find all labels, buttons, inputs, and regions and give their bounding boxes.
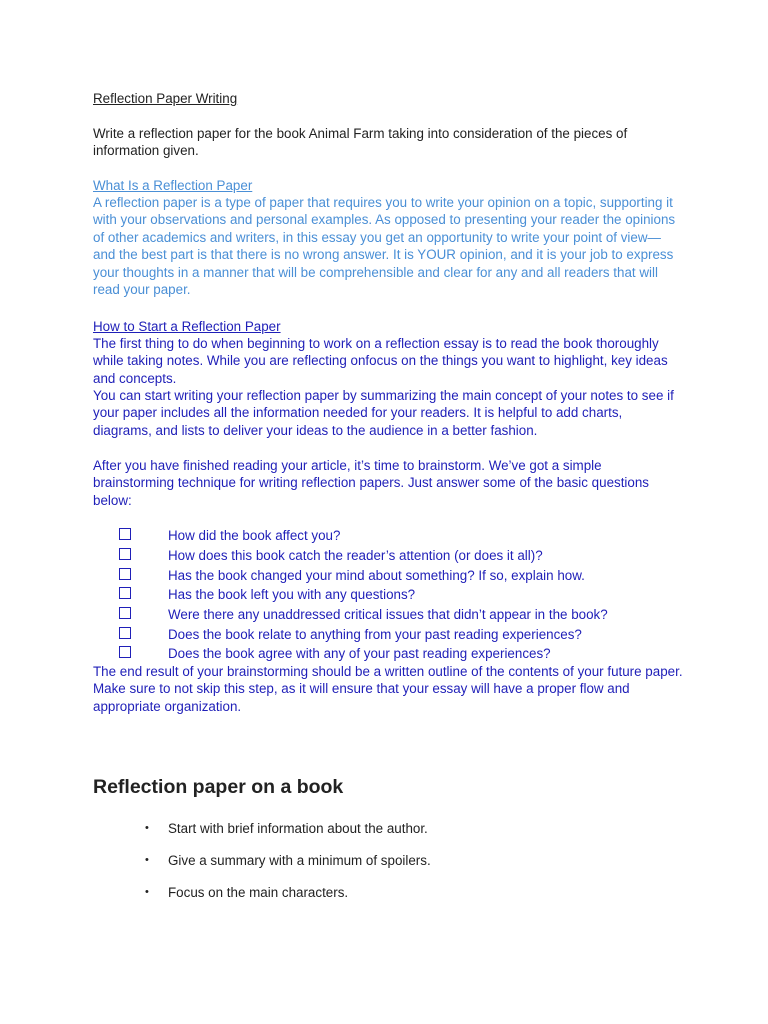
section-heading: Reflection paper on a book — [93, 776, 344, 798]
what-heading: What Is a Reflection Paper — [93, 178, 253, 193]
bullet-item — [145, 852, 705, 870]
what-paragraph: A reflection paper is a type of paper that requires you to write your opinion on a topic, supporting it with your observations and personal examples. As opposed to presenting your reader the opinions of other academics and writers, in this essay you get an opportunity to write your point of view—and the best part is that there is no wrong answer. It is YOUR opinion, and it is your job to express your thoughts in a manner that will be comprehensible and clear for any and all readers that will read your paper. — [93, 195, 676, 298]
bullet-item — [145, 884, 705, 902]
bullet-icon: • — [145, 854, 149, 866]
checkbox-icon — [119, 587, 131, 599]
question-text: Does the book agree with any of your past reading experiences? — [168, 646, 551, 661]
checkbox-icon — [119, 548, 131, 560]
intro-paragraph: Write a reflection paper for the book Animal Farm taking into consideration of the pieces of information given. — [93, 126, 628, 159]
checkbox-icon — [119, 627, 131, 639]
question-item — [119, 567, 699, 586]
doc-title: Reflection Paper Writing — [93, 91, 238, 106]
bullet-icon: • — [145, 886, 149, 898]
question-item — [119, 547, 699, 566]
how-heading: How to Start a Reflection Paper — [93, 319, 281, 334]
question-item — [119, 645, 699, 664]
question-item — [119, 626, 699, 645]
checkbox-icon — [119, 646, 131, 658]
checkbox-icon — [119, 528, 131, 540]
question-item — [119, 606, 699, 625]
bullet-text: Give a summary with a minimum of spoilers. — [168, 853, 431, 868]
bullet-text: Focus on the main characters. — [168, 885, 349, 900]
question-text: Were there any unaddressed critical issues that didn’t appear in the book? — [168, 607, 608, 622]
question-text: How did the book affect you? — [168, 528, 341, 543]
how-paragraph-2: You can start writing your reflection paper by summarizing the main concept of your notes to see if your paper includes all the information needed for your readers. It is helpful to add charts, diagrams, and lists to deliver your ideas to the audience in a better fashion. — [93, 388, 674, 438]
question-text: Does the book relate to anything from your past reading experiences? — [168, 627, 582, 642]
end-result-paragraph: The end result of your brainstorming should be a written outline of the contents of your future paper. Make sure to not skip this step, as it will ensure that your essay will have a proper flow and appropriate organization. — [93, 664, 683, 714]
checkbox-icon — [119, 607, 131, 619]
brainstorm-paragraph: After you have finished reading your article, it’s time to brainstorm. We’ve got a simple brainstorming technique for writing reflection papers. Just answer some of the basic questions below: — [93, 458, 649, 508]
question-item — [119, 586, 699, 605]
question-text: Has the book left you with any questions? — [168, 587, 416, 602]
how-paragraph-1: The first thing to do when beginning to work on a reflection essay is to read the book thoroughly while taking notes. While you are reflecting onfocus on the things you want to highlight, key ideas and concepts. — [93, 336, 668, 386]
bullet-item — [145, 820, 705, 838]
question-text: Has the book changed your mind about something? If so, explain how. — [168, 568, 585, 583]
bullet-icon: • — [145, 822, 149, 834]
question-text: How does this book catch the reader’s attention (or does it all)? — [168, 548, 543, 563]
bullet-text: Start with brief information about the author. — [168, 821, 428, 836]
checkbox-icon — [119, 568, 131, 580]
question-item — [119, 527, 699, 546]
